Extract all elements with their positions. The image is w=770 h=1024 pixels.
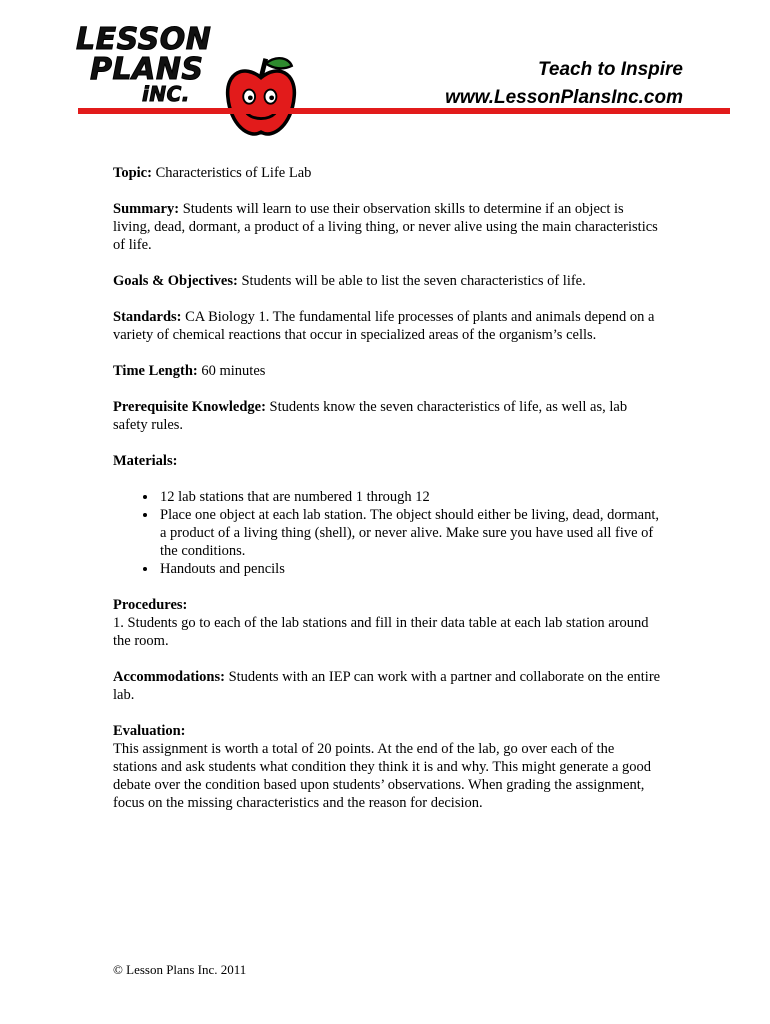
summary-label: Summary: xyxy=(113,201,180,217)
prerequisite-label: Prerequisite Knowledge: xyxy=(113,399,266,415)
accommodations-text: Students with an IEP can work with a partner and collaborate on the entire lab. xyxy=(113,669,661,703)
time-length-text: 60 minutes xyxy=(197,363,266,379)
procedures-section xyxy=(113,596,661,650)
prerequisite-section xyxy=(113,398,661,434)
standards-label: Standards: xyxy=(113,309,182,325)
logo-line-1: LESSON xyxy=(76,22,212,57)
goals-label: Goals & Objectives: xyxy=(113,273,238,289)
procedures-text: 1. Students go to each of the lab stations and fill in their data table at each lab station around the room. xyxy=(113,615,649,649)
time-length-label: Time Length: xyxy=(113,363,198,379)
copyright-footer: © Lesson Plans Inc. 2011 xyxy=(113,962,247,977)
apple-icon xyxy=(186,54,336,144)
logo-line-2: PLANS xyxy=(90,52,204,87)
evaluation-label: Evaluation: xyxy=(113,723,186,739)
evaluation-section xyxy=(113,722,661,812)
materials-list xyxy=(113,488,661,578)
company-logo xyxy=(74,18,224,108)
list-item: • Handouts and pencils xyxy=(158,560,661,578)
list-item: • 12 lab stations that are numbered 1 through 12 xyxy=(158,488,661,506)
accommodations-section xyxy=(113,668,661,704)
summary-section xyxy=(113,200,661,254)
tagline-text: Teach to Inspire xyxy=(538,59,683,80)
list-item: • Place one object at each lab station. The object should either be living, dead, dormant, a product of a living thing (shell), or never alive. Make sure you have used all five of the conditions. xyxy=(158,506,661,560)
standards-text: CA Biology 1. The fundamental life processes of plants and animals depend on a variety of chemical reactions that occur in specialized areas of the organism’s cells. xyxy=(113,309,655,343)
procedures-label: Procedures: xyxy=(113,597,188,613)
prerequisite-text: Students know the seven characteristics of life, as well as, lab safety rules. xyxy=(113,399,628,433)
summary-text: Students will learn to use their observation skills to determine if an object is living, dead, dormant, a product of a living thing, or never alive using the main characteristics of life. xyxy=(113,201,658,253)
logo-line-3: iNC. xyxy=(142,82,190,106)
topic-label: Topic: xyxy=(113,165,152,181)
lesson-plan-body xyxy=(113,164,661,830)
time-length-section xyxy=(113,362,661,380)
evaluation-text: This assignment is worth a total of 20 points. At the end of the lab, go over each of the stations and ask students what condition they think it is and why. This might generate a good debate over the condition based upon students’ observations. When grading the assignment, focus on the missing characteristics and the reason for decision. xyxy=(113,741,652,811)
goals-section xyxy=(113,272,661,290)
standards-section xyxy=(113,308,661,344)
topic-text: Characteristics of Life Lab xyxy=(151,165,312,181)
topic-section xyxy=(113,164,661,182)
accommodations-label: Accommodations: xyxy=(113,669,225,685)
goals-text: Students will be able to list the seven characteristics of life. xyxy=(237,273,586,289)
header-divider xyxy=(78,108,730,114)
website-link[interactable]: www.LessonPlansInc.com xyxy=(445,87,683,108)
materials-label: Materials: xyxy=(113,453,178,469)
header-tagline xyxy=(445,56,683,112)
materials-section xyxy=(113,452,661,578)
